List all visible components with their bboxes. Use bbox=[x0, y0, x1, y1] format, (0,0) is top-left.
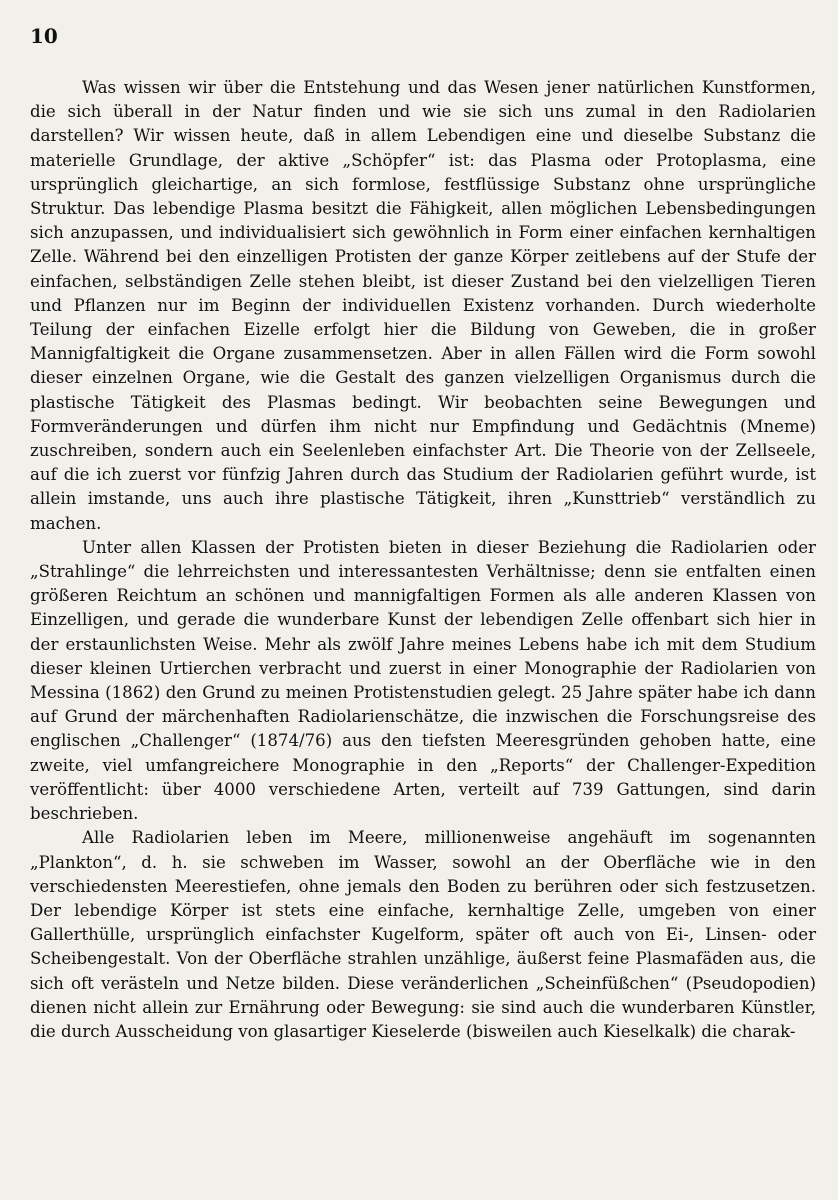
paragraph-2: Unter allen Klassen der Protisten bieten in dieser Beziehung die Radiolarien oder „Strahlinge“ die lehrreichsten und interessantesten Verhältnisse; denn sie entfalten einen größeren Reichtum an schönen und mannigfaltigen Formen als alle anderen Klassen von Einzelligen, und gerade die wunderbare Kunst der lebendigen Zelle offenbart sich hier in der erstaunlichsten Weise. Mehr als zwölf Jahre meines Lebens habe ich mit dem Studium dieser kleinen Urtierchen verbracht und zuerst in einer Monographie der Radiolarien von Messina (1862) den Grund zu meinen Protistenstudien gelegt. 25 Jahre später habe ich dann auf Grund der märchenhaften Radiolarienschätze, die inzwischen die Forschungsreise des englischen „Challenger“ (1874/76) aus den tiefsten Meeresgründen gehoben hatte, eine zweite, viel umfangreichere Monographie in den „Reports“ der Challenger-Expedition veröffentlicht: über 4000 verschiedene Arten, verteilt auf 739 Gattungen, sind darin beschrieben. bbox=[30, 537, 816, 824]
paragraph-3: Alle Radiolarien leben im Meere, millionenweise angehäuft im sogenannten „Plankton“, d. h. sie schweben im Wasser, sowohl an der Oberfläche wie in den verschiedensten Meerestiefen, ohne jemals den Boden zu berühren oder sich festzusetzen. Der lebendige Körper ist stets eine einfache, kernhaltige Zelle, umgeben von einer Gallerthülle, ursprünglich einfachster Kugelform, später oft auch von Ei-, Linsen- oder Scheibengestalt. Von der Oberfläche strahlen unzählige, äußerst feine Plasmafäden aus, die sich oft verästeln und Netze bilden. Diese veränderlichen „Scheinfüßchen“ (Pseudopodien) dienen nicht allein zur Ernährung oder Bewegung: sie sind auch die wunderbaren Künstler, die durch Ausscheidung von glasartiger Kieselerde (bisweilen auch Kieselkalk) die charak- bbox=[30, 828, 816, 1041]
paragraph-1: Was wissen wir über die Entstehung und das Wesen jener natürlichen Kunstformen, die sich überall in der Natur finden und wie sie sich uns zumal in den Radiolarien darstellen? Wir wissen heute, daß in allem Lebendigen eine und dieselbe Substanz die materielle Grundlage, der aktive „Schöpfer“ ist: das Plasma oder Protoplasma, eine ursprünglich gleichartige, an sich formlose, festflüssige Substanz ohne ursprüngliche Struktur. Das lebendige Plasma besitzt die Fähigkeit, allen möglichen Lebensbedingungen sich anzupassen, und individualisiert sich gewöhnlich in Form einer einfachen kernhaltigen Zelle. Während bei den einzelligen Protisten der ganze Körper zeitlebens auf der Stufe der einfachen, selbständigen Zelle stehen bleibt, ist dieser Zustand bei den vielzelligen Tieren und Pflanzen nur im Beginn der individuellen Existenz vorhanden. Durch wiederholte Teilung der einfachen Eizelle erfolgt hier die Bildung von Geweben, die in großer Mannigfaltigkeit die Organe zusammensetzen. Aber in allen Fällen wird die Form sowohl dieser einzelnen Organe, wie die Gestalt des ganzen vielzelligen Organismus durch die plastische Tätigkeit des Plasmas bedingt. Wir beobachten seine Bewegungen und Formveränderungen und dürfen ihm nicht nur Empfindung und Gedächtnis (Mneme) zuschreiben, sondern auch ein Seelenleben einfachster Art. Die Theorie von der Zellseele, auf die ich zuerst vor fünfzig Jahren durch das Studium der Radiolarien geführt wurde, ist allein imstande, uns auch ihre plastische Tätigkeit, ihren „Kunsttrieb“ verständlich zu machen. bbox=[30, 78, 816, 533]
body-text bbox=[30, 76, 816, 1044]
page-number: 10 bbox=[30, 24, 58, 48]
